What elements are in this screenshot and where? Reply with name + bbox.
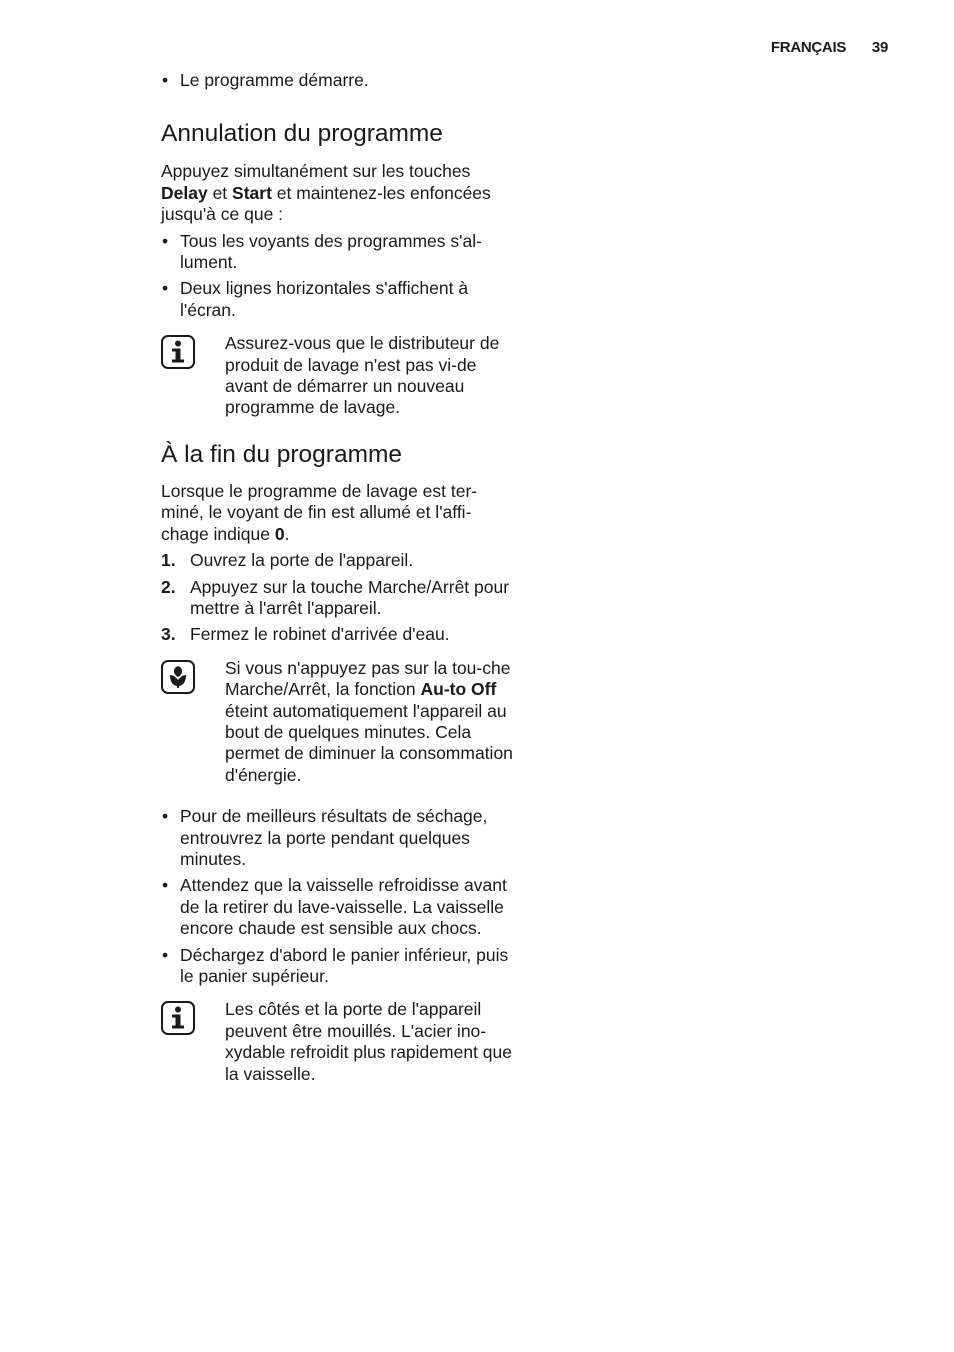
info-icon [161,1001,195,1035]
info-icon [161,335,195,369]
step-item: 1. Ouvrez la porte de l'appareil. [161,550,414,571]
header-language: FRANÇAIS [770,39,847,56]
cancel-list [161,231,517,322]
environment-icon [161,660,195,694]
start-key-label: Start [232,182,272,203]
list-item: • Deux lignes horizontales s'affichent à l'écran. [161,278,517,321]
list-item: • Le programme démarre. [161,70,517,91]
content-column [161,70,517,1085]
function-name: Au-to Off [420,679,497,700]
list-item: • Attendez que la vaisselle refroidisse avant de la retirer du lave-vaisselle. La vaisselle encore chaude est sensible aux chocs. [161,875,517,939]
end-steps-list [161,550,517,646]
environment-note [161,658,517,786]
intro-list [161,70,517,91]
page-number: 39 [871,39,888,56]
cancel-paragraph: Appuyez simultanément sur les touches Delay et Start et maintenez-les enfoncées jusqu'à ce que : [161,161,491,225]
section-title-cancel: Annulation du programme [161,120,443,148]
list-item: • Pour de meilleurs résultats de séchage, entrouvrez la porte pendant quelques minutes. [161,806,517,870]
info-note [161,333,517,419]
note-text: Si vous n'appuyez pas sur la tou-che Marche/Arrêt, la fonction Au-to Off éteint automatiquement l'appareil au bout de quelques minutes. Cela permet de diminuer la consommation d'énergie. [225,657,513,785]
end-paragraph: Lorsque le programme de lavage est ter-miné, le voyant de fin est allumé et l'affi-chage indique 0. [161,480,478,544]
step-item: 3. Fermez le robinet d'arrivée d'eau. [161,624,450,645]
display-value: 0 [274,523,285,544]
delay-key-label: Delay [161,182,208,203]
list-item: • Déchargez d'abord le panier inférieur, puis le panier supérieur. [161,945,517,988]
section-title-end: À la fin du programme [161,440,403,468]
note-text: Assurez-vous que le distributeur de produit de lavage n'est pas vi-de avant de démarrer un nouveau programme de lavage. [225,333,500,418]
end-tips-list [161,806,517,987]
page-header [771,39,888,56]
step-item: 2. Appuyez sur la touche Marche/Arrêt pour mettre à l'arrêt l'appareil. [161,576,510,618]
info-note [161,999,517,1085]
list-item: • Tous les voyants des programmes s'al-lument. [161,231,517,274]
note-text: Les côtés et la porte de l'appareil peuvent être mouillés. L'acier ino-xydable refroidit plus rapidement que la vaisselle. [225,999,512,1084]
